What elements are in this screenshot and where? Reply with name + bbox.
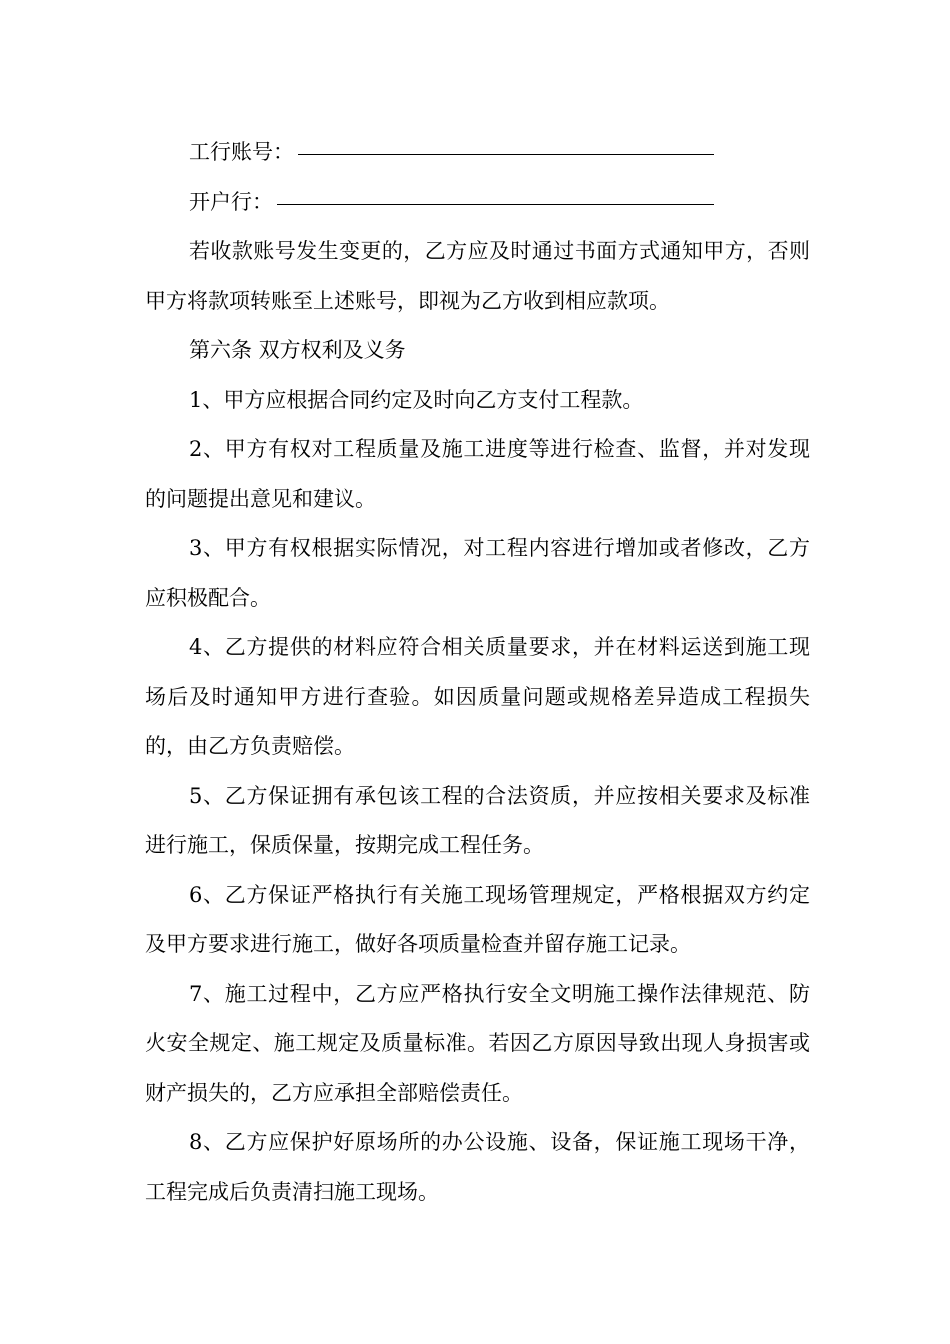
- icbc-account-blank-line: [298, 153, 714, 155]
- clause-4: 4、乙方提供的材料应符合相关质量要求，并在材料运送到施工现场后及时通知甲方进行查验。如因质量问题或规格差异造成工程损失的，由乙方负责赔偿。: [145, 635, 810, 758]
- icbc-account-label: 工行账号：: [189, 140, 294, 164]
- clause-5: 5、乙方保证拥有承包该工程的合法资质，并应按相关要求及标准进行施工，保质保量，按期完成工程任务。: [145, 783, 810, 857]
- clause-6: 6、乙方保证严格执行有关施工现场管理规定，严格根据双方约定及甲方要求进行施工，做好各项质量检查并留存施工记录。: [145, 882, 810, 956]
- clause-7: 7、施工过程中，乙方应严格执行安全文明施工操作法律规范、防火安全规定、施工规定及质量标准。若因乙方原因导致出现人身损害或财产损失的，乙方应承担全部赔偿责任。: [145, 981, 810, 1105]
- clause-1: 1、甲方应根据合同约定及时向乙方支付工程款。: [189, 387, 644, 412]
- bank-branch-label: 开户行：: [189, 189, 273, 214]
- article-six-heading: 第六条 双方权利及义务: [189, 338, 406, 362]
- document-body: [145, 128, 810, 1217]
- icbc-account-field: [145, 128, 714, 178]
- account-change-paragraph: 若收款账号发生变更的，乙方应及时通过书面方式通知甲方，否则甲方将款项转账至上述账号，即视为乙方收到相应款项。: [145, 239, 810, 313]
- clause-2: 2、甲方有权对工程质量及施工进度等进行检查、监督，并对发现的问题提出意见和建议。: [145, 437, 810, 511]
- clause-3: 3、甲方有权根据实际情况，对工程内容进行增加或者修改，乙方应积极配合。: [145, 536, 810, 610]
- bank-branch-blank-line: [277, 203, 714, 205]
- clause-8: 8、乙方应保护好原场所的办公设施、设备，保证施工现场干净，工程完成后负责清扫施工现场。: [145, 1130, 810, 1204]
- bank-branch-field: [145, 178, 714, 228]
